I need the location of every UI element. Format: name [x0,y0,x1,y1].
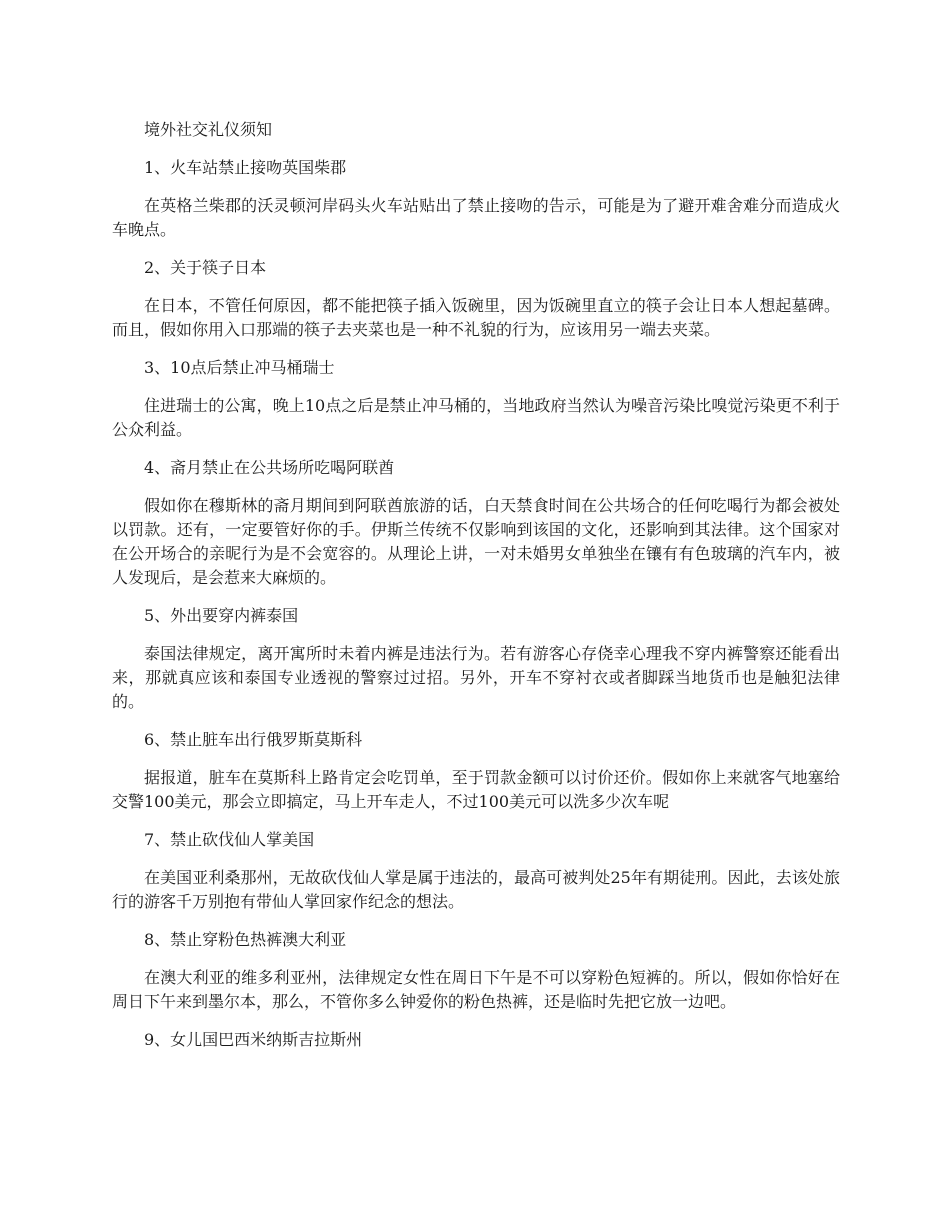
section-heading-1: 1、火车站禁止接吻英国柴郡 [144,158,347,177]
section-body-1: 在英格兰柴郡的沃灵顿河岸码头火车站贴出了禁止接吻的告示，可能是为了避开难舍难分而造成火车晚点。 [112,196,840,239]
section-body-7: 在美国亚利桑那州，无故砍伐仙人掌是属于违法的，最高可被判处25年有期徒刑。因此，去该处旅行的游客千万别抱有带仙人掌回家作纪念的想法。 [112,868,840,911]
section-heading-6: 6、禁止脏车出行俄罗斯莫斯科 [144,730,363,749]
document-content [112,118,840,1066]
section-heading-4: 4、斋月禁止在公共场所吃喝阿联酋 [144,458,395,477]
section-heading-9: 9、女儿国巴西米纳斯吉拉斯州 [144,1030,363,1049]
section-heading-5: 5、外出要穿内裤泰国 [144,606,299,625]
section-heading-3: 3、10点后禁止冲马桶瑞士 [144,358,335,377]
section-heading-8: 8、禁止穿粉色热裤澳大利亚 [144,930,347,949]
section-heading-7: 7、禁止砍伐仙人掌美国 [144,830,315,849]
section-body-6: 据报道，脏车在莫斯科上路肯定会吃罚单，至于罚款金额可以讨价还价。假如你上来就客气地塞给交警100美元，那会立即搞定，马上开车走人，不过100美元可以洗多少次车呢 [112,768,840,811]
document-title: 境外社交礼仪须知 [144,120,273,139]
section-body-3: 住进瑞士的公寓，晚上10点之后是禁止冲马桶的，当地政府当然认为噪音污染比嗅觉污染更不利于公众利益。 [112,396,840,439]
section-body-8: 在澳大利亚的维多利亚州，法律规定女性在周日下午是不可以穿粉色短裤的。所以，假如你恰好在周日下午来到墨尔本，那么，不管你多么钟爱你的粉色热裤，还是临时先把它放一边吧。 [112,968,840,1011]
section-body-2: 在日本，不管任何原因，都不能把筷子插入饭碗里，因为饭碗里直立的筷子会让日本人想起墓碑。而且，假如你用入口那端的筷子去夹菜也是一种不礼貌的行为，应该用另一端去夹菜。 [112,296,840,339]
section-body-4: 假如你在穆斯林的斋月期间到阿联酋旅游的话，白天禁食时间在公共场合的任何吃喝行为都会被处以罚款。还有，一定要管好你的手。伊斯兰传统不仅影响到该国的文化，还影响到其法律。这个国家对在公开场合的亲昵行为是不会宽容的。从理论上讲，一对未婚男女单独坐在镶有有色玻璃的汽车内，被人发现后，是会惹来大麻烦的。 [112,496,840,587]
section-heading-2: 2、关于筷子日本 [144,258,267,277]
section-body-5: 泰国法律规定，离开寓所时未着内裤是违法行为。若有游客心存侥幸心理我不穿内裤警察还能看出来，那就真应该和泰国专业透视的警察过过招。另外，开车不穿衬衣或者脚踩当地货币也是触犯法律的。 [112,644,840,711]
